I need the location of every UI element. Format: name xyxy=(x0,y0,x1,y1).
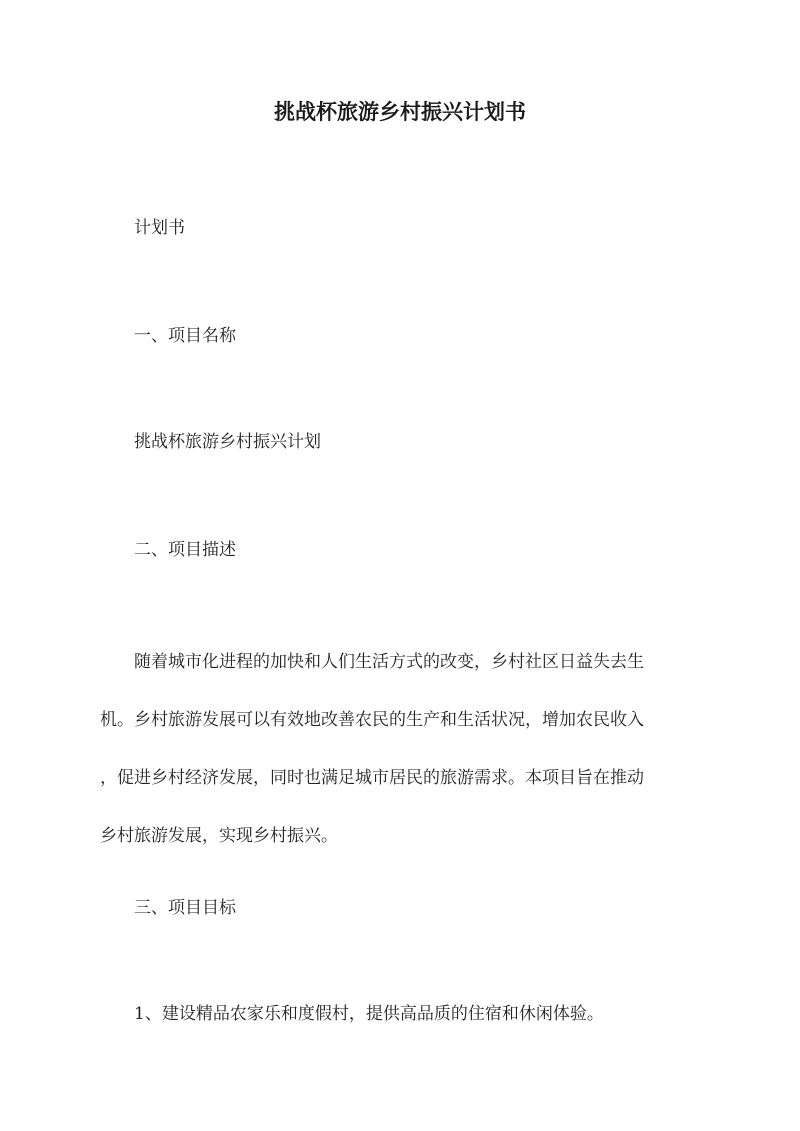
paragraph-line: ，促进乡村经济发展，同时也满足城市居民的旅游需求。本项目旨在推动 xyxy=(100,768,644,788)
paragraph-line: 乡村旅游发展，实现乡村振兴。 xyxy=(100,826,338,846)
plan-heading: 计划书 xyxy=(134,218,185,238)
paragraph-line: 随着城市化进程的加快和人们生活方式的改变，乡村社区日益失去生 xyxy=(134,652,644,672)
document-title: 挑战杯旅游乡村振兴计划书 xyxy=(274,99,526,124)
section-1-content: 挑战杯旅游乡村振兴计划 xyxy=(134,432,321,452)
section-3-heading: 三、项目目标 xyxy=(134,898,236,918)
paragraph-line: 机。乡村旅游发展可以有效地改善农民的生产和生活状况，增加农民收入 xyxy=(100,710,644,730)
section-2-heading: 二、项目描述 xyxy=(134,540,236,560)
section-3-item-1: 1、建设精品农家乐和度假村，提供高品质的住宿和休闲体验。 xyxy=(134,1004,604,1024)
section-2-paragraph xyxy=(100,648,700,880)
section-1-heading: 一、项目名称 xyxy=(134,326,236,346)
